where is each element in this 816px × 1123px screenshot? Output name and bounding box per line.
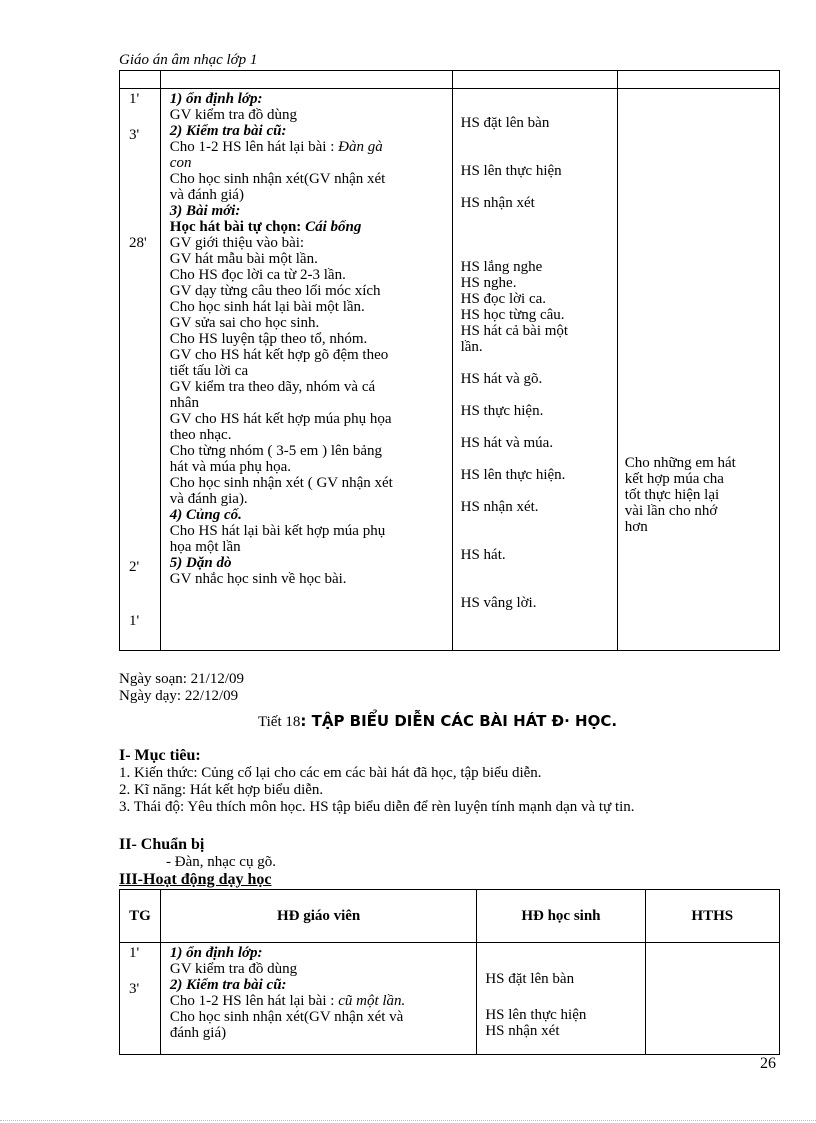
teacher-activity-text: Cho học sinh nhận xét ( GV nhận xét [169, 475, 393, 491]
student-activity-column [452, 89, 617, 651]
empty-header-cell [120, 71, 161, 89]
teacher-activity-line [170, 475, 452, 491]
teacher-activity-text: đánh giá) [169, 1025, 227, 1041]
student-activity: HS vâng lời. [460, 595, 537, 611]
lesson-title [258, 712, 617, 731]
teacher-activity-text: hát và múa phụ họa. [169, 459, 292, 475]
student-activity: HS đặt lên bàn [485, 971, 575, 987]
student-activity: HS đặt lên bàn [460, 115, 550, 131]
teacher-activity-text: 3) Bài mới: [169, 203, 241, 219]
student-activity: HS hát. [460, 547, 506, 563]
student-activity: HS thực hiện. [460, 403, 544, 419]
section-objectives-heading: I- Mục tiêu: [119, 747, 201, 764]
tg-value: 1' [129, 613, 140, 629]
teacher-activity-line [170, 411, 452, 427]
student-activity: HS đọc lời ca. [460, 291, 547, 307]
teacher-activity-text: Cho HS hát lại bài kết hợp múa phụ [169, 523, 386, 539]
teacher-activity-text: GV kiểm tra đồ dùng [169, 961, 298, 977]
tg-value: 3' [129, 127, 140, 143]
preparation-item: - Đàn, nhạc cụ gõ. [166, 854, 276, 870]
teacher-activity-line [170, 1025, 476, 1041]
document-header: Giáo án âm nhạc lớp 1 [119, 52, 258, 68]
teacher-activity-line [170, 123, 452, 139]
teacher-activity-line [170, 443, 452, 459]
teacher-activity-text: Học hát bài tự chọn: [169, 219, 306, 235]
student-activity: HS nghe. [460, 275, 517, 291]
lesson-table-continued [119, 70, 780, 651]
student-activity: lần. [460, 339, 483, 355]
note-line: hơn [624, 519, 648, 535]
header-tg: TG [120, 890, 161, 943]
student-activity: HS nhận xét. [460, 499, 539, 515]
teacher-activity-text: họa một lần [169, 539, 241, 555]
student-activity: HS lên thực hiện [485, 1007, 587, 1023]
teacher-activity-text: Cho HS luyện tập theo tổ, nhóm. [169, 331, 368, 347]
tg-value: 1' [129, 945, 140, 961]
student-activity: HS hát và múa. [460, 435, 554, 451]
student-activity: HS lên thực hiện [460, 163, 562, 179]
student-activity: HS nhận xét [460, 195, 535, 211]
note-line: kết hợp múa cha [624, 471, 724, 487]
teacher-activity-line [170, 299, 452, 315]
teacher-activity-text: 1) ổn định lớp: [169, 945, 263, 961]
teacher-activity-line [170, 219, 452, 235]
teacher-activity-column [160, 943, 476, 1055]
teacher-activity-italic: Đàn gà [338, 139, 383, 155]
teacher-activity-line [170, 363, 452, 379]
teacher-activity-text: GV dạy từng câu theo lối móc xích [169, 283, 381, 299]
activities-table [119, 889, 780, 1055]
teacher-activity-line [170, 315, 452, 331]
lesson-title-text: : TẬP BIỂU DIỄN CÁC BÀI HÁT Đ· HỌC. [300, 712, 618, 730]
teacher-activity-text: GV hát mẫu bài một lần. [169, 251, 318, 267]
teacher-activity-text: con [169, 155, 192, 171]
teacher-activity-line [170, 459, 452, 475]
teacher-activity-line [170, 171, 452, 187]
teacher-activity-text: 2) Kiểm tra bài cũ: [169, 123, 287, 139]
teacher-activity-line [170, 203, 452, 219]
teacher-activity-line [170, 251, 452, 267]
teacher-activity-line [170, 347, 452, 363]
student-activity: HS lắng nghe [460, 259, 543, 275]
teacher-activity-text: và đánh giá) [169, 187, 244, 203]
teacher-activity-line [170, 107, 452, 123]
teacher-activity-line [170, 267, 452, 283]
teacher-activity-line [170, 155, 452, 171]
teacher-activity-text: GV sửa sai cho học sinh. [169, 315, 320, 331]
tg-column [120, 89, 161, 651]
teacher-activity-line [170, 491, 452, 507]
teacher-activity-text: GV giới thiệu vào bài: [169, 235, 305, 251]
empty-header-cell [452, 71, 617, 89]
tg-value: 3' [129, 981, 140, 997]
teacher-activity-line [170, 395, 452, 411]
header-hths: HTHS [645, 890, 779, 943]
teacher-activity-italic: Cái bống [305, 219, 362, 235]
hths-column [645, 943, 779, 1055]
teacher-activity-line [170, 571, 452, 587]
teacher-activity-line [170, 993, 476, 1009]
teacher-activity-text: GV kiểm tra đồ dùng [169, 107, 298, 123]
section-activities-heading: III-Hoạt động dạy học [119, 871, 272, 888]
empty-header-cell [617, 71, 779, 89]
note-line: tốt thực hiện lại [624, 487, 720, 503]
student-activity: HS hát và gõ. [460, 371, 543, 387]
teacher-activity-text: GV cho HS hát kết hợp múa phụ họa [169, 411, 392, 427]
teacher-activity-line [170, 331, 452, 347]
teacher-activity-text: GV kiểm tra theo dãy, nhóm và cá [169, 379, 376, 395]
teacher-activity-line [170, 283, 452, 299]
header-student: HĐ học sinh [477, 890, 645, 943]
teacher-activity-text: Cho học sinh nhận xét(GV nhận xét [169, 171, 386, 187]
lesson-number: Tiết 18 [258, 714, 301, 730]
note-line: vài lần cho nhớ [624, 503, 718, 519]
teacher-activity-text: Cho 1-2 HS lên hát lại bài : [169, 139, 339, 155]
teacher-activity-text: 1) ổn định lớp: [169, 91, 263, 107]
teacher-activity-text: 5) Dặn dò [169, 555, 232, 571]
note-line: Cho những em hát [624, 455, 736, 471]
teacher-activity-line [170, 139, 452, 155]
teacher-activity-text: Cho từng nhóm ( 3-5 em ) lên bảng [169, 443, 383, 459]
page-number: 26 [760, 1055, 776, 1072]
objective-item: 2. Kĩ năng: Hát kết hợp biểu diễn. [119, 782, 324, 798]
section-preparation-heading: II- Chuẩn bị [119, 836, 205, 853]
teacher-activity-text: Cho HS đọc lời ca từ 2-3 lần. [169, 267, 346, 283]
teacher-activity-text: GV cho HS hát kết hợp gõ đệm theo [169, 347, 389, 363]
teacher-activity-line [170, 1009, 476, 1025]
teacher-activity-text: nhân [169, 395, 199, 411]
tg-value: 28' [129, 235, 147, 251]
student-activity-column [477, 943, 645, 1055]
teacher-activity-italic: cũ một lần. [338, 993, 406, 1009]
teacher-activity-text: theo nhạc. [169, 427, 232, 443]
teacher-activity-text: Cho học sinh hát lại bài một lần. [169, 299, 365, 315]
tg-value: 1' [129, 91, 140, 107]
empty-header-cell [160, 71, 452, 89]
objective-item: 1. Kiến thức: Củng cố lại cho các em các bài hát đã học, tập biểu diễn. [119, 765, 542, 781]
teacher-activity-line [170, 187, 452, 203]
note-column [617, 89, 779, 651]
teacher-activity-line [170, 539, 452, 555]
teacher-activity-line [170, 523, 452, 539]
student-activity: HS nhận xét [485, 1023, 560, 1039]
tg-value: 2' [129, 559, 140, 575]
teacher-activity-line [170, 945, 476, 961]
teacher-activity-text: GV nhắc học sinh về học bài. [169, 571, 347, 587]
teacher-activity-column [160, 89, 452, 651]
teacher-activity-text: 4) Củng cố. [169, 507, 242, 523]
teacher-activity-line [170, 379, 452, 395]
header-teacher: HĐ giáo viên [160, 890, 476, 943]
teacher-activity-line [170, 507, 452, 523]
teacher-activity-text: và đánh gia). [169, 491, 248, 507]
ngay-soan: Ngày soạn: 21/12/09 [119, 671, 244, 687]
teacher-activity-line [170, 91, 452, 107]
teacher-activity-text: Cho học sinh nhận xét(GV nhận xét và [169, 1009, 404, 1025]
student-activity: HS lên thực hiện. [460, 467, 566, 483]
teacher-activity-text: tiết tấu lời ca [169, 363, 249, 379]
page-bottom-divider [0, 1120, 816, 1121]
student-activity: HS hát cả bài một [460, 323, 569, 339]
objective-item: 3. Thái độ: Yêu thích môn học. HS tập biểu diễn để rèn luyện tính mạnh dạn và tự tin. [119, 799, 635, 815]
tg-column [120, 943, 161, 1055]
teacher-activity-line [170, 961, 476, 977]
teacher-activity-line [170, 427, 452, 443]
teacher-activity-text: Cho 1-2 HS lên hát lại bài : [169, 993, 339, 1009]
ngay-day: Ngày dạy: 22/12/09 [119, 688, 239, 704]
teacher-activity-line [170, 555, 452, 571]
teacher-activity-line [170, 235, 452, 251]
teacher-activity-text: 2) Kiểm tra bài cũ: [169, 977, 287, 993]
student-activity: HS học từng câu. [460, 307, 565, 323]
teacher-activity-line [170, 977, 476, 993]
